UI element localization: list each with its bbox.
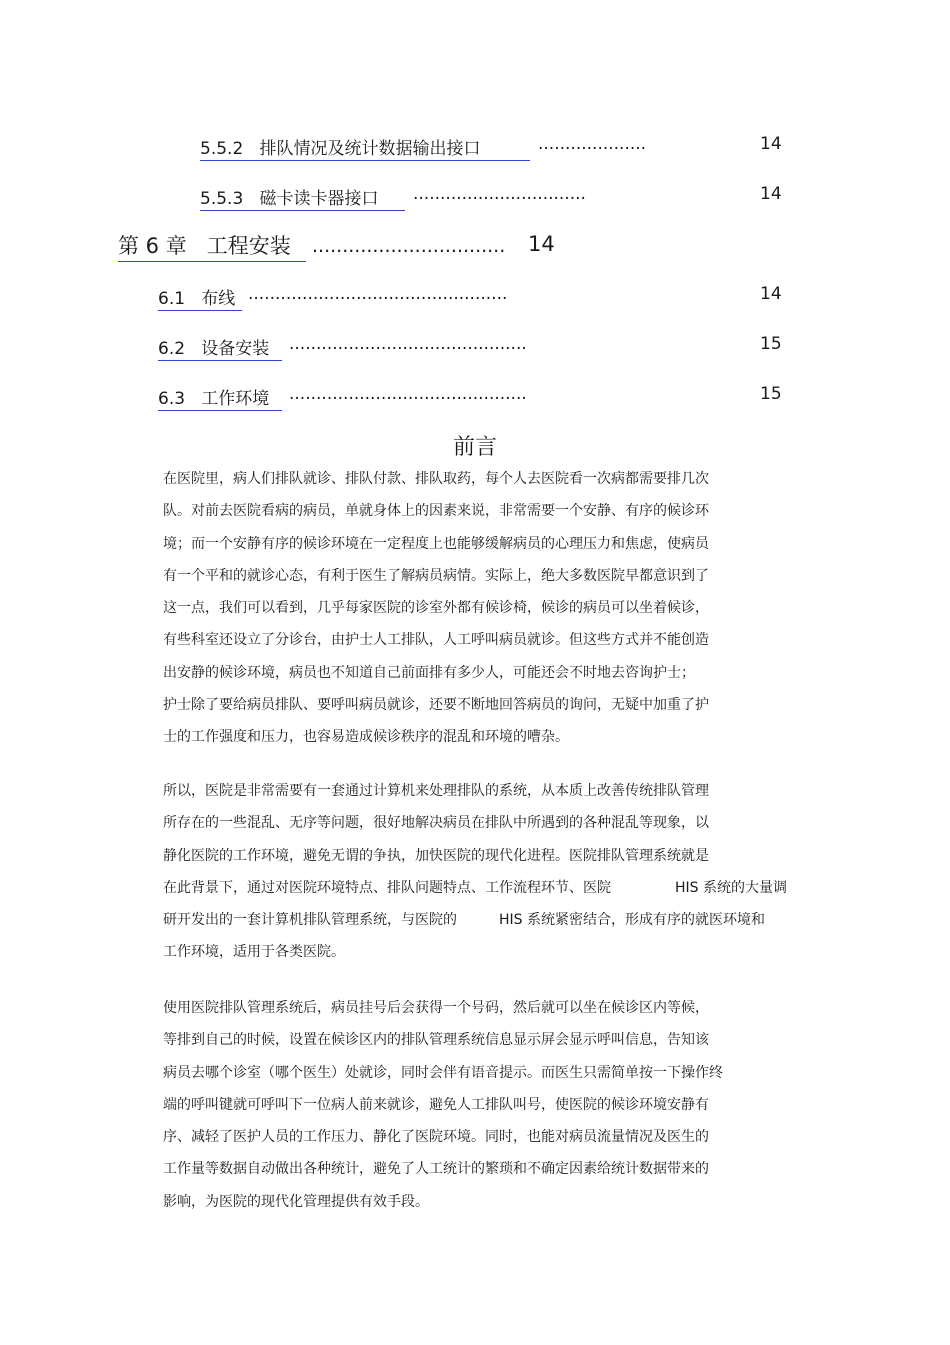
paragraph-line-part: HIS 系统的大量调 (675, 879, 787, 896)
paragraph-line: 所存在的一些混乱、无序等问题，很好地解决病员在排队中所遇到的各种混乱等现象，以 (163, 815, 709, 832)
toc-link-6-3[interactable] (158, 384, 282, 411)
paragraph-line: 有些科室还设立了分诊台，由护士人工排队，人工呼叫病员就诊。但这些方式并不能创造 (163, 632, 709, 649)
paragraph-line: 所以，医院是非常需要有一套通过计算机来处理排队的系统，从本质上改善传统排队管理 (163, 783, 709, 799)
paragraph-line: 出安静的候诊环境，病员也不知道自己前面排有多少人，可能还会不时地去咨询护士； (163, 664, 695, 681)
toc-entry-chapter-6[interactable] (118, 230, 306, 262)
paragraph-line: 护士除了要给病员排队、要呼叫病员就诊，还要不断地回答病员的询问，无疑中加重了护 (163, 697, 709, 714)
toc-page-number: 14 (760, 134, 782, 154)
toc-title: 磁卡读卡器接口 (259, 189, 379, 209)
preface-paragraph-3 (163, 992, 723, 1218)
paragraph-line: 在医院里，病人们排队就诊、排队付款、排队取药，每个人去医院看一次病都需要排几次 (163, 471, 709, 487)
toc-leader-dots: ............................................ (289, 384, 527, 404)
toc-number: 6.1 (158, 289, 186, 309)
toc-number: 第 6 章 (118, 234, 187, 258)
paragraph-line-part: 研开发出的一套计算机排队管理系统，与医院的 (163, 912, 457, 929)
paragraph-line (163, 872, 787, 904)
toc-page-number: 15 (760, 384, 782, 404)
toc-number: 6.3 (158, 389, 186, 409)
toc-page-number: 15 (760, 334, 782, 354)
toc-entry-6-3[interactable] (158, 384, 282, 411)
paragraph-line: 病员去哪个诊室（哪个医生）处就诊，同时会伴有语音提示。而医生只需简单按一下操作终 (163, 1064, 723, 1081)
toc-title: 布线 (201, 289, 236, 309)
paragraph-line-part: 在此背景下，通过对医院环境特点、排队问题特点、工作流程环节、医院 (163, 879, 611, 896)
paragraph-line: 静化医院的工作环境，避免无谓的争执，加快医院的现代化进程。医院排队管理系统就是 (163, 847, 709, 864)
paragraph-line: 有一个平和的就诊心态，有利于医生了解病员病情。实际上，绝大多数医院早都意识到了 (163, 567, 709, 584)
paragraph-line-part: HIS 系统紧密结合，形成有序的就医环境和 (499, 912, 765, 929)
preface-paragraph-2 (163, 775, 787, 969)
toc-page-number: 14 (528, 232, 555, 256)
preface-heading: 前言 (452, 435, 497, 460)
toc-link-5-5-2[interactable] (200, 134, 530, 161)
paragraph-line: 工作量等数据自动做出各种统计，避免了人工统计的繁琐和不确定因素给统计数据带来的 (163, 1161, 709, 1178)
paragraph-line: 士的工作强度和压力，也容易造成候诊秩序的混乱和环境的嘈杂。 (163, 729, 569, 746)
toc-link-chapter-6[interactable] (118, 230, 306, 262)
toc-entry-5-5-3[interactable] (200, 184, 405, 211)
toc-leader-dots: .................... (538, 134, 647, 154)
toc-number: 6.2 (158, 339, 186, 359)
toc-number: 5.5.3 (200, 189, 244, 209)
toc-title: 设备安装 (201, 339, 270, 359)
toc-number: 5.5.2 (200, 139, 244, 159)
paragraph-line: 端的呼叫键就可呼叫下一位病人前来就诊，避免人工排队叫号，使医院的候诊环境安静有 (163, 1096, 709, 1113)
toc-link-5-5-3[interactable] (200, 184, 405, 211)
toc-entry-6-2[interactable] (158, 334, 282, 361)
toc-leader-dots: ................................ (312, 235, 506, 257)
paragraph-line: 使用医院排队管理系统后，病员挂号后会获得一个号码，然后就可以坐在候诊区内等候， (163, 1000, 709, 1016)
paragraph-line: 等排到自己的时候，设置在候诊区内的排队管理系统信息显示屏会显示呼叫信息，告知该 (163, 1032, 709, 1049)
toc-leader-dots: ............................................ (289, 334, 527, 354)
toc-leader-dots: ................................ (413, 184, 586, 204)
toc-page-number: 14 (760, 184, 782, 204)
toc-title: 排队情况及统计数据输出接口 (259, 139, 481, 159)
toc-link-6-2[interactable] (158, 334, 282, 361)
paragraph-line (163, 904, 787, 936)
toc-entry-5-5-2[interactable] (200, 134, 530, 161)
paragraph-line: 队。对前去医院看病的病员，单就身体上的因素来说，非常需要一个安静、有序的候诊环 (163, 503, 709, 520)
toc-title: 工程安装 (206, 234, 291, 258)
paragraph-line: 影响，为医院的现代化管理提供有效手段。 (163, 1193, 429, 1210)
toc-entry-6-1[interactable] (158, 284, 242, 311)
toc-page-number: 14 (760, 284, 782, 304)
preface-paragraph-1 (163, 463, 709, 754)
toc-leader-dots: ................................................ (248, 284, 508, 304)
paragraph-line: 序、减轻了医护人员的工作压力、静化了医院环境。同时，也能对病员流量情况及医生的 (163, 1129, 709, 1146)
toc-link-6-1[interactable] (158, 284, 242, 311)
paragraph-line: 境；而一个安静有序的候诊环境在一定程度上也能够缓解病员的心理压力和焦虑，使病员 (163, 535, 709, 552)
toc-title: 工作环境 (201, 389, 270, 409)
paragraph-line: 工作环境，适用于各类医院。 (163, 944, 345, 961)
paragraph-line: 这一点，我们可以看到，几乎每家医院的诊室外都有候诊椅，候诊的病员可以坐着候诊， (163, 600, 709, 617)
